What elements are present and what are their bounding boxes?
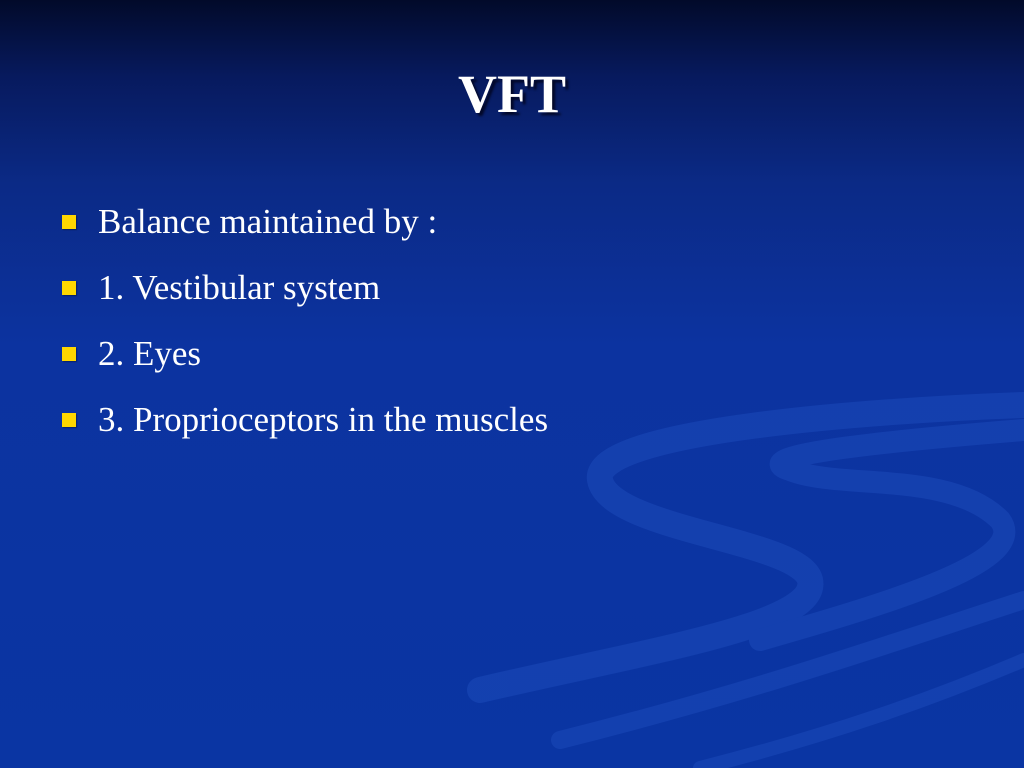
square-bullet-icon [62,347,76,361]
bullet-item [62,387,548,453]
square-bullet-icon [62,281,76,295]
square-bullet-icon [62,215,76,229]
bullet-list [62,189,548,453]
bullet-item [62,189,548,255]
slide-title: VFT [458,64,566,124]
bullet-text: Balance maintained by : [98,202,438,241]
bullet-text: 3. Proprioceptors in the muscles [98,400,549,439]
bullet-item [62,255,548,321]
square-bullet-icon [62,413,76,427]
bullet-text: 1. Vestibular system [98,268,381,307]
bullet-item [62,321,548,387]
bullet-text: 2. Eyes [98,334,202,373]
